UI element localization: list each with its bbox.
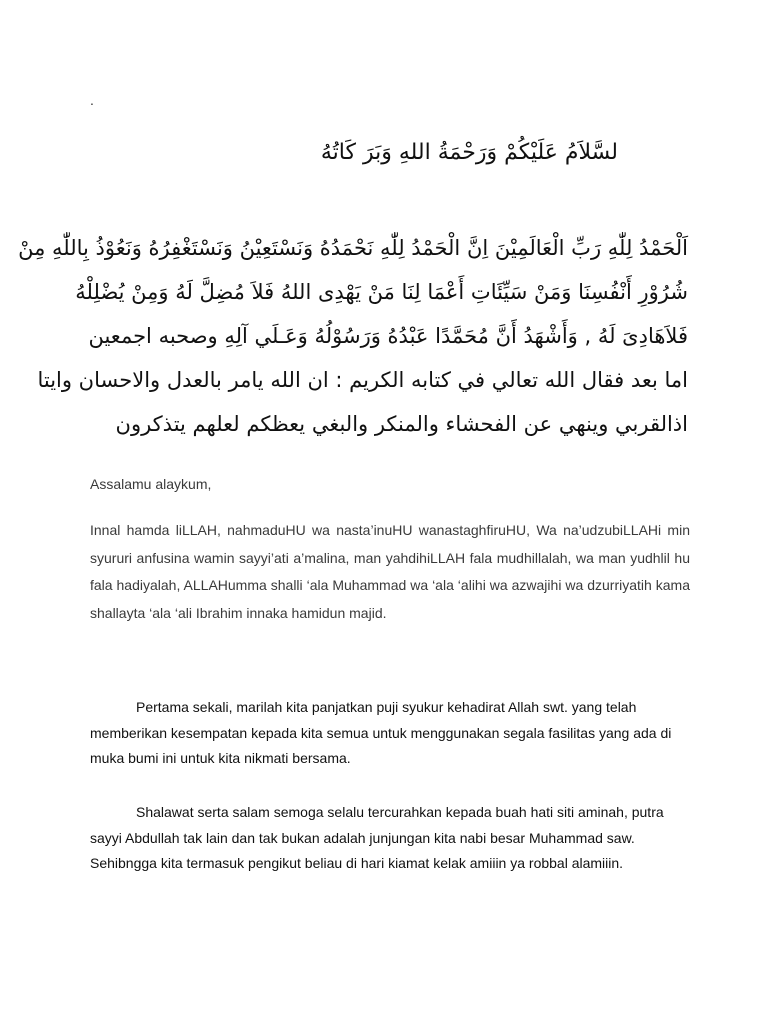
- arabic-line: شُرُوْرِ أَنْفُسِنَا وَمَنْ سَيِّئَاتِ أَعْمَا لِنَا مَنْ يَهْدِى اللهُ فَلاَ مُضِلَّ لَهُ وَمِنْ يُضْلِلْهُ: [75, 280, 688, 304]
- arabic-line: اذالقربي وينهي عن الفحشاء والمنكر والبغي يعظكم لعلهم يتذكرون: [115, 412, 688, 436]
- stray-dot: .: [90, 92, 94, 108]
- arabic-line: فَلاَهَادِىَ لَهُ , وَأَشْهَدُ أَنَّ مُحَمَّدًا عَبْدُهُ وَرَسُوْلُهُ وَعَـلَي آلِهِ وصحبه اجمعين: [88, 324, 688, 348]
- greeting-line: Assalamu alaykum,: [90, 476, 212, 492]
- paragraph-text: Shalawat serta salam semoga selalu tercurahkan kepada buah hati siti aminah, putra sayyi Abdullah tak lain dan tak bukan adalah junjungan kita nabi besar Muhammad saw. Sehibngga kita termasuk pengikut beliau di hari kiamat kelak amiiin ya robbal alamiiin.: [90, 804, 664, 871]
- paragraph-text: Pertama sekali, marilah kita panjatkan puji syukur kehadirat Allah swt. yang telah memberikan kesempatan kepada kita semua untuk menggunakan segala fasilitas yang ada di muka bumi ini untuk kita nikmati bersama.: [90, 699, 672, 766]
- paragraph-shalawat: [90, 800, 690, 877]
- arabic-opening-text: [18, 226, 688, 446]
- transliterated-opening: Innal hamda liLLAH, nahmaduHU wa nasta’inuHU wanastaghfiruHU, Wa na’udzubiLLAHi min syururi anfusina wamin sayyi’ati a’malina, man yahdihiLLAH fala mudhillalah, wa man yudhlil hu fala hadiyalah, ALLAHumma shalli ‘ala Muhammad wa ‘ala ‘alihi wa azwajihi wa dzurriyatih kama shallayta ‘ala ‘ali Ibrahim innaka hamidun majid.: [90, 522, 690, 621]
- paragraph-gratitude: [90, 695, 690, 772]
- arabic-line: اما بعد فقال الله تعالي في كتابه الكريم : ان الله يامر بالعدل والاحسان وايتا: [37, 368, 688, 392]
- arabic-salam-heading: لسَّلاَمُ عَلَيْكُمْ وَرَحْمَةُ اللهِ وَبَرَ كَاتُهُ: [320, 140, 618, 165]
- arabic-line: اَلْحَمْدُ لِلّٰهِ رَبِّ الْعَالَمِيْنَ اِنَّ الْحَمْدُ لِلّٰهِ نَحْمَدُهُ وَنَسْتَعِيْنُ وَنَسْتَغْفِرُهُ وَنَعُوْذُ بِاللّٰهِ مِنْ: [18, 236, 688, 260]
